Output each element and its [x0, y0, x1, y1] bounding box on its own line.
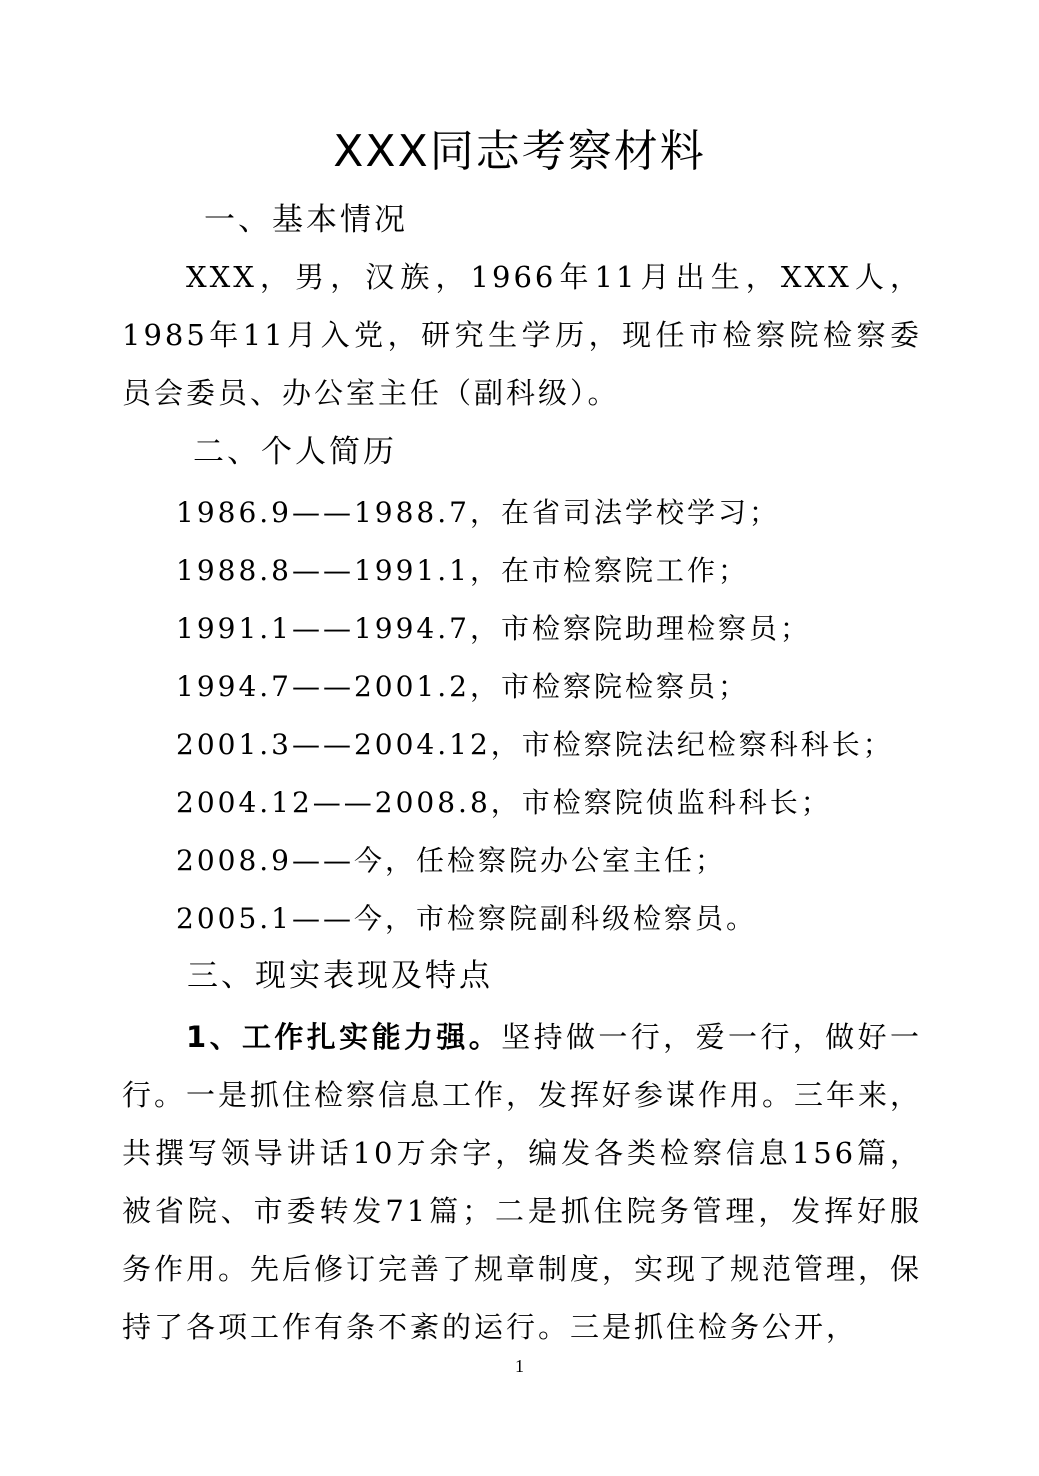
section-heading-performance: 三、现实表现及特点: [187, 958, 493, 994]
resume-entry: 2004.12——2008.8，市检察院侦监科科长；: [176, 786, 832, 819]
resume-entry: 1986.9——1988.7，在省司法学校学习；: [176, 496, 780, 529]
resume-list: [176, 484, 894, 948]
point-text: 坚持做一行，爱一行，做好一行。一是抓住检察信息工作，发挥好参谋作用。三年来，共撰写领导讲话10万余字，编发各类检察信息156篇，被省院、市委转发71篇；二是抓住院务管理，发挥好服务作用。先后修订完善了规章制度，实现了规范管理，保持了各项工作有条不紊的运行。三是抓住检务公开，: [122, 1020, 923, 1344]
basic-info-paragraph: XXX，男，汉族，1966年11月出生，XXX人，1985年11月入党，研究生学历，现任市检察院检察委员会委员、办公室主任（副科级）。: [122, 260, 922, 410]
point-lead: 1、工作扎实能力强。: [186, 1020, 502, 1054]
resume-entry: 1988.8——1991.1，在市检察院工作；: [176, 554, 749, 587]
performance-paragraph: [122, 1008, 922, 1356]
section-heading-basic-info: 一、基本情况: [204, 202, 408, 238]
resume-entry: 2008.9——今，任检察院办公室主任；: [176, 844, 726, 877]
resume-entry: 1991.1——1994.7，市检察院助理检察员；: [176, 612, 811, 645]
page-number: 1: [515, 1356, 524, 1376]
resume-entry: 1994.7——2001.2，市检察院检察员；: [176, 670, 749, 703]
resume-entry: 2001.3——2004.12，市检察院法纪检察科科长；: [176, 728, 894, 761]
document-title: XXX同志考察材料: [333, 126, 706, 177]
section-heading-resume: 二、个人简历: [193, 434, 397, 470]
resume-entry: 2005.1——今，市检察院副科级检察员。: [176, 902, 757, 935]
